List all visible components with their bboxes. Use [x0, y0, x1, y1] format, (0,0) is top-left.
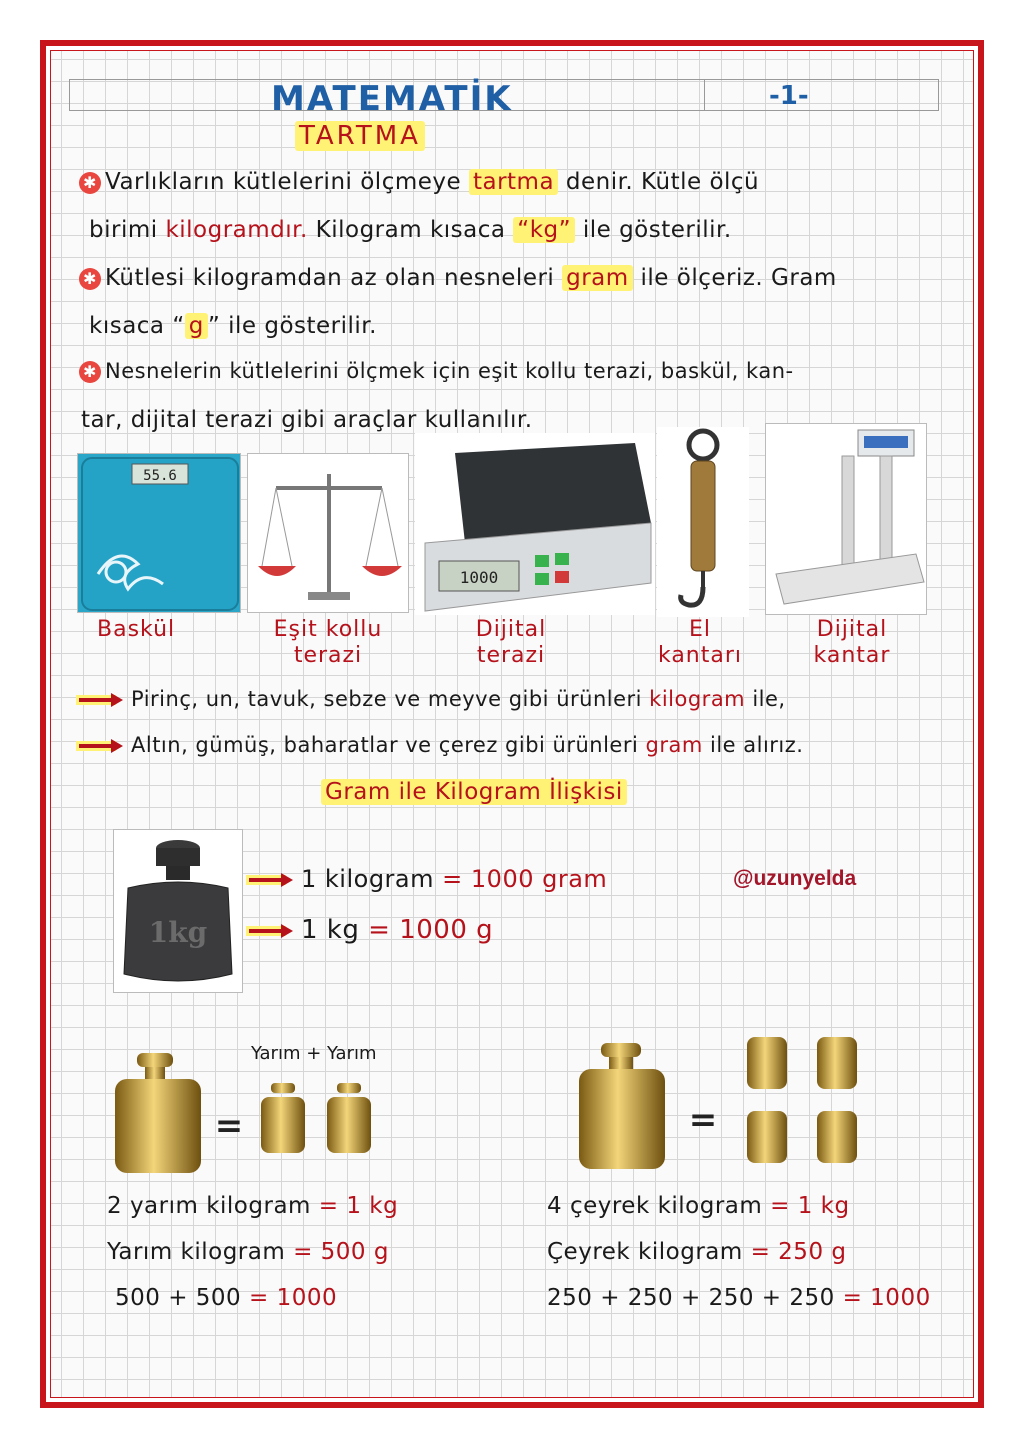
buy-line-1: [79, 687, 786, 711]
paragraph-2-line-1: [79, 265, 837, 291]
equation-1: [249, 865, 607, 893]
caption-line: terazi: [476, 643, 546, 668]
quarter-line-2: [547, 1239, 847, 1265]
quarter-equals-sign: =: [688, 1100, 718, 1140]
bullet-icon: ✱: [79, 361, 101, 383]
paragraph-2-line-2: [89, 313, 377, 339]
text-1000: = 1000: [249, 1285, 338, 1311]
notebook-page: [50, 50, 974, 1398]
text: 250 + 250 + 250 + 250: [547, 1285, 835, 1311]
buy-line-2: [79, 733, 803, 757]
caption-line: El: [688, 617, 711, 642]
text: 1 kg: [301, 915, 360, 945]
equals: =: [442, 865, 463, 893]
text: Varlıkların kütlelerini ölçmeye: [105, 169, 462, 195]
half-line-1: [107, 1193, 398, 1219]
iron-weight-icon: [114, 830, 243, 993]
half-equals-sign: =: [214, 1106, 244, 1146]
text: birimi: [89, 217, 158, 243]
text-kilogram: kilogramdır.: [165, 217, 308, 243]
caption-line: terazi: [293, 643, 363, 668]
text: ile alırız.: [710, 733, 804, 757]
text: kısaca “: [89, 313, 185, 339]
caption-line: Baskül: [97, 617, 176, 642]
bullet-icon: ✱: [79, 172, 101, 194]
arrow-icon: [249, 873, 293, 887]
hand-scale-image: [657, 427, 749, 617]
author-handle: @uzunyelda: [733, 867, 857, 890]
paragraph-3-line-1: [79, 359, 794, 383]
quarter-weights-image: [551, 1027, 881, 1187]
caption-line: Dijital: [475, 617, 547, 642]
text: Yarım kilogram: [107, 1239, 286, 1265]
caption-esit-kollu-terazi: [247, 617, 409, 669]
spring-scale-icon: [657, 427, 749, 617]
highlight-kg: “kg”: [513, 217, 575, 243]
caption-dijital-terazi: [431, 617, 591, 669]
half-line-2: [107, 1239, 389, 1265]
equation-2: [249, 915, 493, 945]
page-number: -1-: [769, 81, 809, 111]
text: Kütlesi kilogramdan az olan nesneleri: [105, 265, 555, 291]
text: 1 kilogram: [301, 865, 435, 893]
text-1kg: = 1 kg: [770, 1193, 850, 1219]
text: ile ölçeriz. Gram: [640, 265, 837, 291]
caption-baskul: [77, 617, 261, 643]
caption-line: kantarı: [657, 643, 743, 668]
half-label: Yarım + Yarım: [251, 1043, 377, 1064]
caption-el-kantari: [637, 617, 763, 669]
text: tar, dijital terazi gibi araçlar kullanılır.: [81, 407, 533, 433]
paragraph-3-line-2: [81, 407, 533, 433]
text-gram: gram: [645, 733, 703, 757]
equals: =: [368, 915, 391, 945]
caption-dijital-kantar: [777, 617, 927, 669]
text: 4 çeyrek kilogram: [547, 1193, 763, 1219]
page-title: MATEMATİK: [271, 79, 513, 119]
platform-scale-icon: [766, 424, 927, 615]
text: denir. Kütle ölçü: [565, 169, 760, 195]
text-1000-gram: 1000 gram: [470, 865, 608, 893]
platform-scale-image: [765, 423, 927, 615]
text: 2 yarım kilogram: [107, 1193, 311, 1219]
paragraph-1-line-1: [79, 169, 759, 195]
highlight-g: g: [185, 313, 208, 339]
text-1kg: = 1 kg: [318, 1193, 399, 1219]
gold-weights-half-icon: [111, 1041, 395, 1181]
topic-title: [295, 121, 425, 151]
balance-scale-image: [247, 453, 409, 613]
highlight-gram: gram: [562, 265, 633, 291]
text-kilogram: kilogram: [649, 687, 746, 711]
text-250g: = 250 g: [750, 1239, 847, 1265]
text: Altın, gümüş, baharatlar ve çerez gibi ürünleri: [131, 733, 639, 757]
text-1000: = 1000: [842, 1285, 931, 1311]
half-line-3: [115, 1285, 337, 1311]
digital-display: 1000: [459, 568, 499, 587]
quarter-line-3: [547, 1285, 931, 1311]
caption-line: Eşit kollu: [273, 617, 383, 642]
quarter-line-1: [547, 1193, 850, 1219]
bathroom-scale-image: [77, 453, 241, 613]
text: Nesnelerin kütlelerini ölçmek için eşit kollu terazi, baskül, kan-: [105, 359, 794, 383]
text: ile,: [752, 687, 786, 711]
bathroom-scale-icon: [78, 454, 241, 613]
highlight-tartma: tartma: [469, 169, 558, 195]
digital-scale-icon: [415, 433, 655, 615]
bullet-icon: ✱: [79, 268, 101, 290]
digital-scale-image: [415, 433, 655, 615]
caption-line: Dijital: [816, 617, 888, 642]
text: ” ile gösterilir.: [207, 313, 377, 339]
text-500g: = 500 g: [293, 1239, 389, 1265]
scale-display: 55.6: [143, 468, 177, 484]
balance-scale-icon: [248, 454, 409, 613]
text: Pirinç, un, tavuk, sebze ve meyve gibi ürünleri: [131, 687, 642, 711]
text: Çeyrek kilogram: [547, 1239, 743, 1265]
text: ile gösterilir.: [582, 217, 732, 243]
relation-heading-text: Gram ile Kilogram İlişkisi: [321, 779, 627, 805]
arrow-icon: [79, 693, 123, 707]
paragraph-1-line-2: [89, 217, 732, 243]
gold-weights-quarter-icon: [551, 1027, 881, 1187]
caption-line: kantar: [813, 643, 891, 668]
text: Kilogram kısaca: [315, 217, 506, 243]
text-1000-g: 1000 g: [399, 915, 494, 945]
text: 500 + 500: [115, 1285, 242, 1311]
arrow-icon: [79, 739, 123, 753]
half-weights-image: [111, 1041, 395, 1181]
topic-title-text: TARTMA: [295, 121, 425, 151]
arrow-icon: [249, 924, 293, 938]
weight-1kg-image: [113, 829, 243, 993]
weight-label: 1kg: [148, 916, 208, 949]
header-divider: [704, 80, 705, 110]
relation-heading: [321, 779, 627, 805]
